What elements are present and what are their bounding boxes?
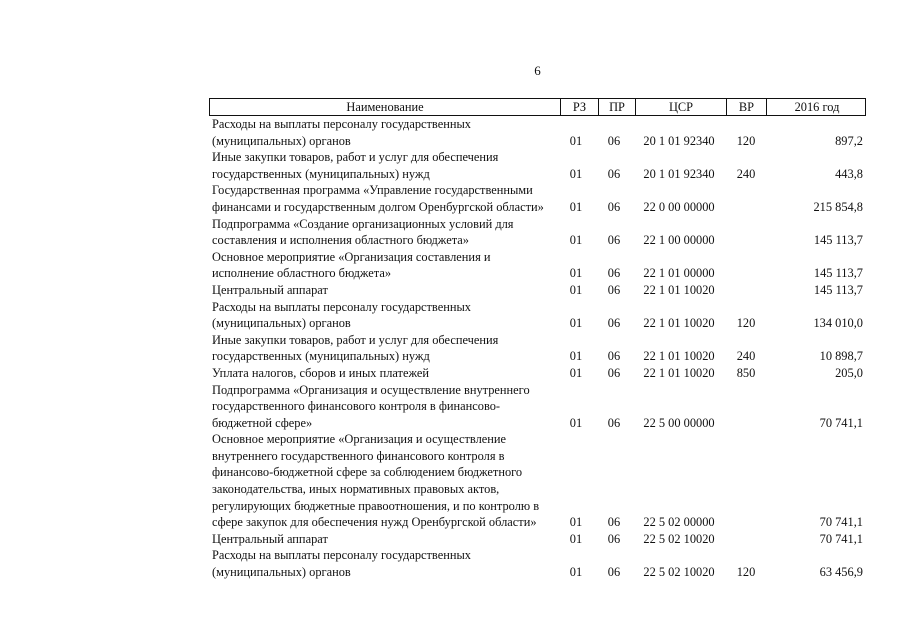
row-name [209,182,557,215]
row-pr: 06 [607,166,621,181]
row-name-line: Уплата налогов, сборов и иных платежей [212,365,430,380]
row-vr: 120 [736,133,756,148]
row-pr: 06 [607,415,621,430]
row-amount: 63 456,9 [819,565,863,580]
row-amount: 205,0 [835,365,863,380]
row-name-line: составления и исполнения областного бюджета» [212,233,469,248]
row-name-line: регулирующих бюджетные правоотношения, и по контролю в [212,498,540,513]
row-name [209,216,557,249]
row-vr: 240 [736,166,756,181]
row-pr: 06 [607,349,621,364]
row-name-line: Расходы на выплаты персоналу государственных [212,299,471,314]
header-rz: РЗ [560,99,598,116]
row-pr: 06 [607,365,621,380]
row-amount: 70 741,1 [819,531,863,546]
table-row [209,216,866,249]
row-pr: 06 [607,199,621,214]
header-name: Наименование [346,100,424,114]
row-name [209,332,557,365]
row-name-line: государственного финансового контроля в финансово- [212,399,501,414]
table-header [209,98,866,116]
row-pr: 06 [607,233,621,248]
row-csr: 22 5 02 10020 [643,565,715,580]
row-rz: 01 [569,415,583,430]
page-number: 6 [534,63,541,78]
table-row [209,547,866,580]
table-row [209,249,866,282]
row-name [209,116,557,149]
table-row [209,431,866,531]
row-pr: 06 [607,282,621,297]
row-pr: 06 [607,565,621,580]
table-row [209,282,866,299]
row-name-line: финансово-бюджетной сфере за соблюдением бюджетного [212,465,523,480]
row-name-line: (муниципальных) органов [212,133,351,148]
row-csr: 20 1 01 92340 [643,133,715,148]
row-pr: 06 [607,266,621,281]
row-csr: 22 1 00 00000 [643,233,715,248]
row-csr: 20 1 01 92340 [643,166,715,181]
row-name [209,249,557,282]
row-pr: 06 [607,133,621,148]
row-rz: 01 [569,531,583,546]
row-name [209,282,557,299]
row-vr: 850 [736,365,756,380]
row-name-line: внутреннего государственного финансового контроля в [212,448,505,463]
row-name [209,431,557,531]
row-name [209,547,557,580]
row-name-line: Центральный аппарат [212,531,328,546]
row-pr: 06 [607,316,621,331]
row-name-line: Центральный аппарат [212,282,328,297]
row-csr: 22 5 00 00000 [643,415,715,430]
table-row [209,149,866,182]
row-vr: 120 [736,316,756,331]
row-csr: 22 0 00 00000 [643,199,715,214]
row-amount: 215 854,8 [813,199,863,214]
row-rz: 01 [569,316,583,331]
row-rz: 01 [569,199,583,214]
row-name-line: Иные закупки товаров, работ и услуг для обеспечения [212,150,499,165]
row-csr: 22 5 02 10020 [643,531,715,546]
table-row [209,116,866,149]
row-name-line: (муниципальных) органов [212,565,351,580]
row-rz: 01 [569,133,583,148]
row-name-line: Основное мероприятие «Организация и осуществление [212,432,507,447]
row-name-line: Расходы на выплаты персоналу государственных [212,117,471,131]
row-name [209,382,557,432]
row-name-line: сфере закупок для обеспечения нужд Оренбургской области» [212,515,537,530]
row-csr: 22 1 01 10020 [643,365,715,380]
row-name [209,531,557,548]
row-pr: 06 [607,515,621,530]
table-row [209,299,866,332]
table-row [209,332,866,365]
header-vr: ВР [726,99,766,116]
row-amount: 145 113,7 [813,233,863,248]
row-amount: 897,2 [835,133,863,148]
row-name-line: Основное мероприятие «Организация составления и [212,249,491,264]
row-rz: 01 [569,266,583,281]
row-vr: 240 [736,349,756,364]
row-name-line: бюджетной сфере» [212,415,313,430]
row-rz: 01 [569,233,583,248]
budget-table [209,98,866,581]
row-name-line: государственных (муниципальных) нужд [212,166,430,181]
row-name-line: исполнение областного бюджета» [212,266,392,281]
row-name-line: Подпрограмма «Организация и осуществление внутреннего [212,382,530,397]
row-amount: 145 113,7 [813,282,863,297]
row-name-line: законодательства, иных нормативных правовых актов, [212,482,500,497]
row-name-line: (муниципальных) органов [212,316,351,331]
header-csr: ЦСР [635,99,726,116]
row-name-line: Иные закупки товаров, работ и услуг для обеспечения [212,332,499,347]
row-pr: 06 [607,531,621,546]
row-csr: 22 5 02 00000 [643,515,715,530]
row-csr: 22 1 01 10020 [643,282,715,297]
table-row [209,531,866,548]
table-row [209,365,866,382]
row-vr: 120 [736,565,756,580]
row-name-line: Подпрограмма «Создание организационных условий для [212,216,514,231]
row-name-line: государственных (муниципальных) нужд [212,349,430,364]
row-rz: 01 [569,565,583,580]
row-rz: 01 [569,515,583,530]
row-csr: 22 1 01 10020 [643,316,715,331]
row-rz: 01 [569,166,583,181]
row-amount: 443,8 [835,166,863,181]
row-name-line: Государственная программа «Управление государственными [212,183,533,198]
row-name [209,149,557,182]
row-csr: 22 1 01 00000 [643,266,715,281]
row-rz: 01 [569,365,583,380]
table-row [209,182,866,215]
row-rz: 01 [569,282,583,297]
row-amount: 70 741,1 [819,415,863,430]
row-amount: 145 113,7 [813,266,863,281]
header-year: 2016 год [766,99,867,116]
row-name-line: Расходы на выплаты персоналу государственных [212,548,471,563]
table-row [209,382,866,432]
row-csr: 22 1 01 10020 [643,349,715,364]
header-pr: ПР [598,99,635,116]
row-amount: 70 741,1 [819,515,863,530]
row-amount: 134 010,0 [813,316,863,331]
row-name-line: финансами и государственным долгом Оренбургской области» [212,199,544,214]
row-name [209,365,557,382]
table-body [209,116,866,581]
row-rz: 01 [569,349,583,364]
row-amount: 10 898,7 [819,349,863,364]
row-name [209,299,557,332]
